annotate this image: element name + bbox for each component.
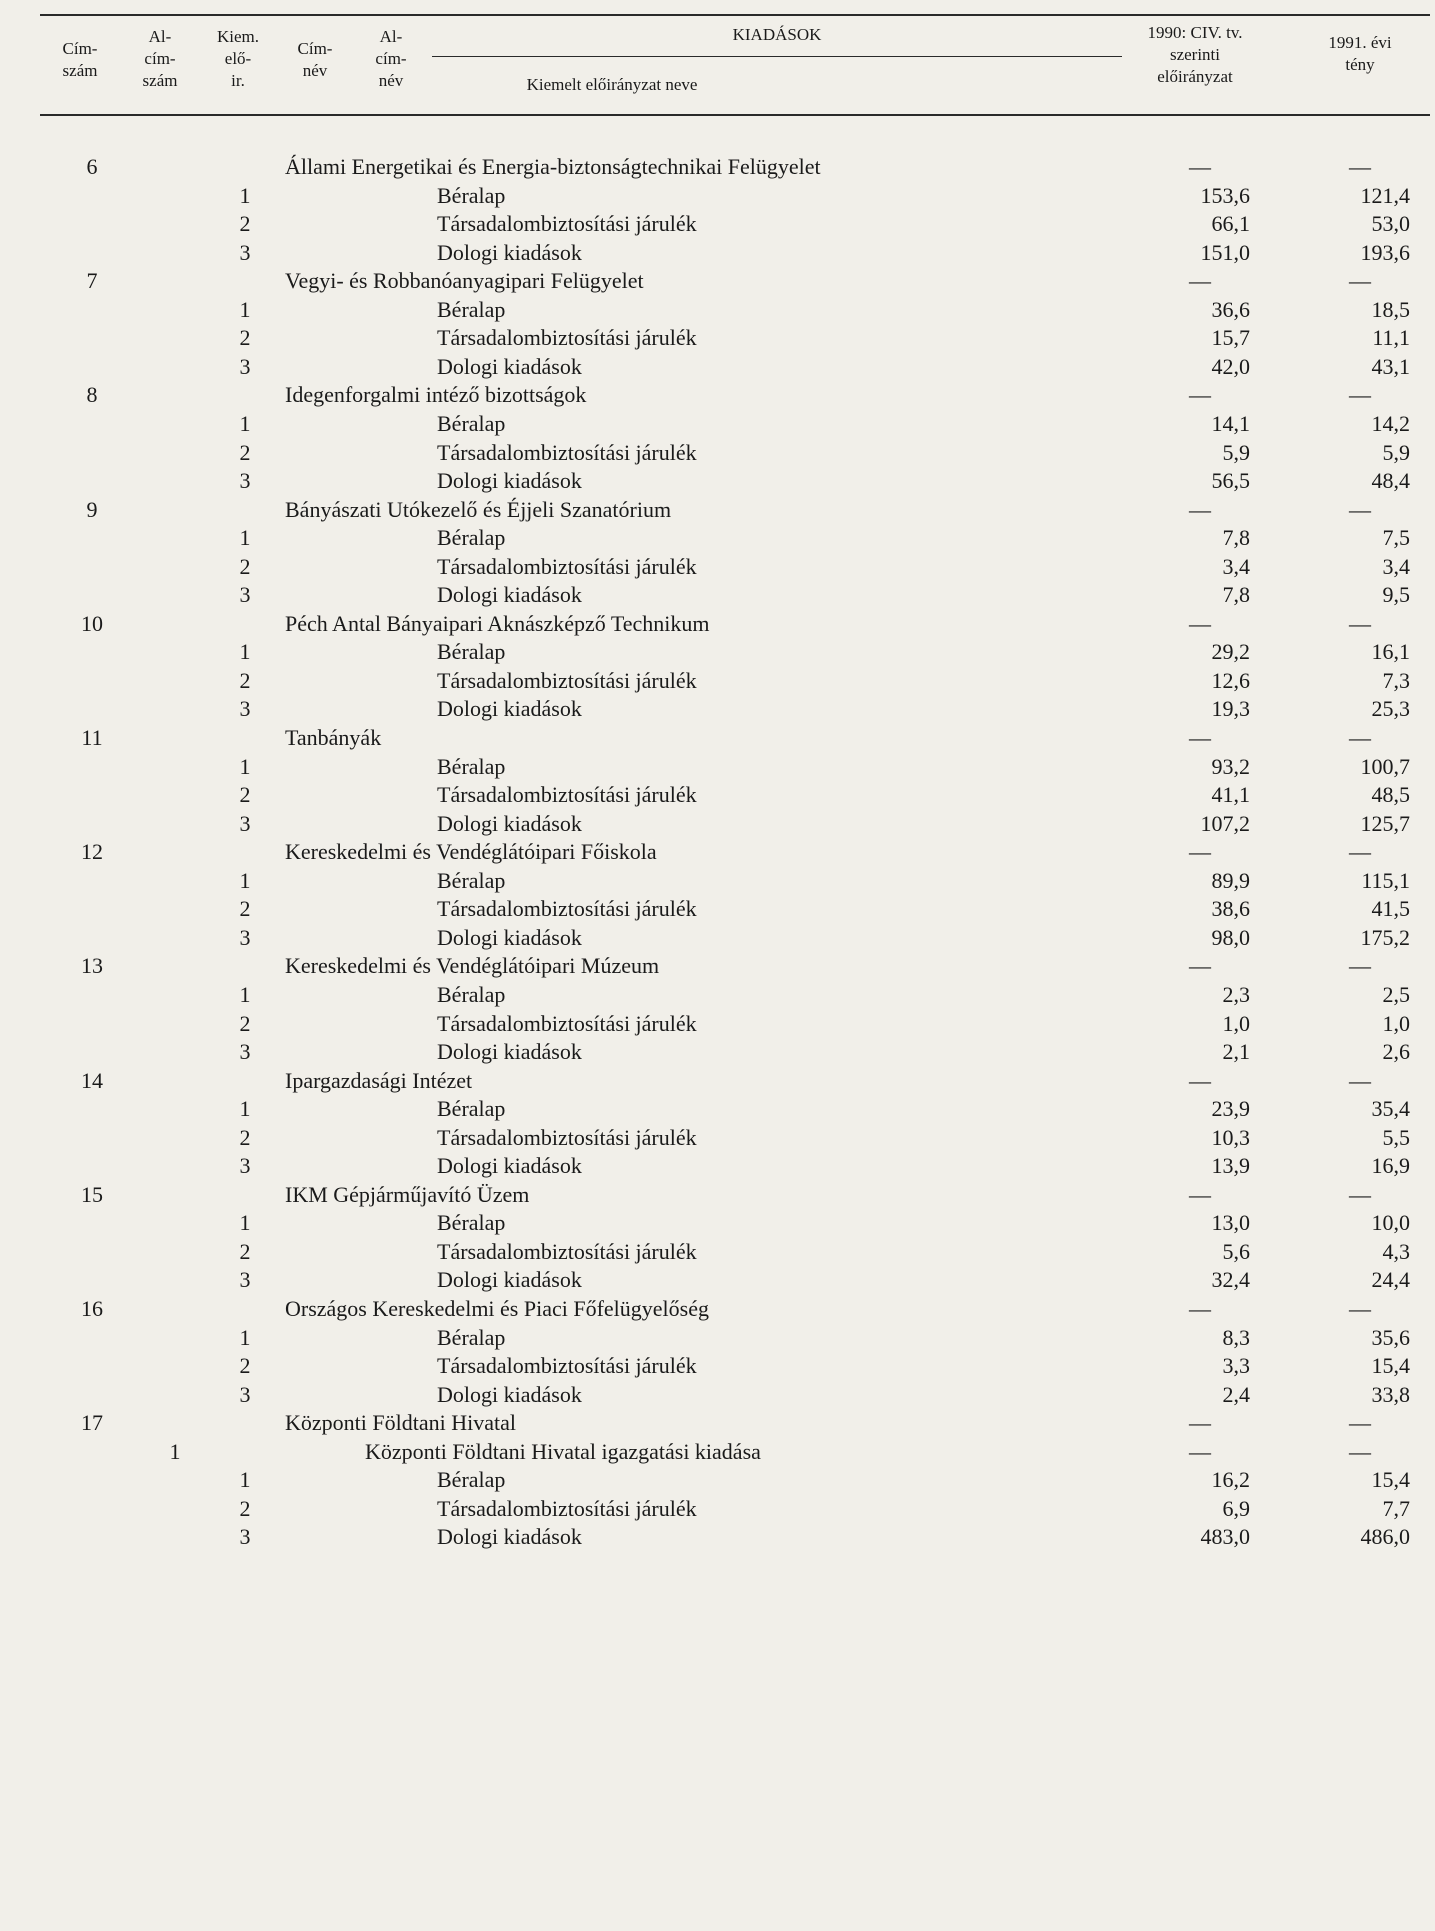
kiem-eloir-szam: 1 [239,639,251,665]
value-1991: — [1349,268,1371,294]
value-1991: 7,7 [1382,1495,1410,1521]
value-1991: — [1349,953,1371,979]
value-1991: 14,2 [1371,410,1410,436]
kiem-eloir-szam: 3 [239,1153,251,1179]
kiem-eloir-szam: 3 [239,582,251,608]
kiem-eloir-szam: 1 [239,867,251,893]
kiem-eloir-nev: Béralap [437,182,506,208]
value-1990: — [1189,1438,1211,1464]
value-1991: — [1349,496,1371,522]
value-1990: 5,9 [1222,439,1250,465]
value-1991: — [1349,1296,1371,1321]
value-1990: 151,0 [1200,239,1250,265]
value-1991: 486,0 [1360,1524,1410,1550]
cim-nev: Központi Földtani Hivatal [285,1410,516,1436]
cim-szam: 17 [81,1410,103,1436]
value-1991: — [1349,1067,1371,1093]
value-1991: 33,8 [1371,1381,1410,1407]
value-1991: 53,0 [1371,211,1410,237]
kiem-eloir-szam: 1 [239,296,251,322]
value-1990: 8,3 [1222,1324,1250,1350]
value-1990: 10,3 [1211,1124,1250,1150]
value-1991: 7,3 [1382,667,1410,693]
kiem-eloir-szam: 3 [239,239,251,265]
kiem-eloir-szam: 1 [239,981,251,1007]
value-1990: 29,2 [1211,639,1250,665]
kiem-eloir-szam: 2 [239,1495,251,1521]
value-1990: 42,0 [1211,353,1250,379]
value-1990: — [1189,610,1211,636]
value-1991: 48,5 [1371,782,1410,808]
value-1990: 32,4 [1211,1267,1250,1293]
value-1991: — [1349,382,1371,408]
cim-szam: 10 [81,610,103,636]
value-1991: 5,5 [1382,1124,1410,1150]
kiem-eloir-nev: Béralap [437,639,506,665]
kiem-eloir-szam: 2 [239,1010,251,1036]
value-1990: 16,2 [1211,1467,1250,1493]
cim-nev: Kereskedelmi és Vendéglátóipari Múzeum [285,953,660,979]
value-1990: — [1189,1410,1211,1436]
value-1990: 15,7 [1211,325,1250,351]
kiem-eloir-nev: Béralap [437,525,506,551]
value-1990: — [1189,1181,1211,1207]
kiem-eloir-szam: 2 [239,896,251,922]
cim-nev: Péch Antal Bányaipari Aknászképző Technikum [285,610,710,636]
value-1990: 38,6 [1211,896,1250,922]
cim-nev: Országos Kereskedelmi és Piaci Főfelügyelőség [285,1296,709,1321]
value-1990: — [1189,496,1211,522]
cim-szam: 13 [81,953,103,979]
kiem-eloir-nev: Béralap [437,753,506,779]
value-1991: 2,5 [1382,981,1410,1007]
kiem-eloir-nev: Dologi kiadások [437,924,582,950]
header-kiadasok: KIADÁSOK [732,25,822,44]
value-1990: 56,5 [1211,468,1250,494]
value-1990: 13,0 [1211,1210,1250,1236]
kiem-eloir-szam: 2 [239,1238,251,1264]
value-1991: 25,3 [1371,696,1410,722]
value-1991: 35,4 [1371,1096,1410,1122]
value-1990: 1,0 [1222,1010,1250,1036]
kiem-eloir-nev: Társadalombiztosítási járulék [437,325,697,351]
value-1991: — [1349,154,1371,179]
value-1991: 193,6 [1360,239,1410,265]
value-1990: 6,9 [1222,1495,1250,1521]
kiem-eloir-szam: 2 [239,1124,251,1150]
header-kiemelt-neve: Kiemelt előirányzat neve [526,75,698,94]
cim-szam: 6 [86,154,98,179]
kiem-eloir-szam: 3 [239,696,251,722]
cim-szam: 14 [81,1067,103,1093]
value-1991: 18,5 [1371,296,1410,322]
cim-nev: Vegyi- és Robbanóanyagipari Felügyelet [285,268,644,294]
value-1990: 19,3 [1211,696,1250,722]
kiem-eloir-nev: Társadalombiztosítási járulék [437,896,697,922]
kiem-eloir-szam: 3 [239,1039,251,1065]
value-1990: 483,0 [1200,1524,1250,1550]
kiem-eloir-nev: Dologi kiadások [437,1153,582,1179]
kiem-eloir-nev: Társadalombiztosítási járulék [437,667,697,693]
cim-nev: Kereskedelmi és Vendéglátóipari Főiskola [285,839,657,865]
kiem-eloir-szam: 3 [239,1267,251,1293]
value-1991: 100,7 [1360,753,1410,779]
value-1990: 2,4 [1222,1381,1250,1407]
kiem-eloir-nev: Béralap [437,1467,506,1493]
kiem-eloir-szam: 1 [239,410,251,436]
value-1991: 1,0 [1382,1010,1410,1036]
value-1991: — [1349,1181,1371,1207]
value-1990: 89,9 [1211,867,1250,893]
value-1990: — [1189,1067,1211,1093]
value-1990: 23,9 [1211,1096,1250,1122]
cim-szam: 9 [86,496,98,522]
cim-nev: Tanbányák [285,725,382,750]
cim-szam: 15 [81,1181,103,1207]
alcim-nev: Központi Földtani Hivatal igazgatási kiadása [365,1438,761,1464]
value-1991: — [1349,1410,1371,1436]
value-1990: 2,1 [1222,1039,1250,1065]
value-1990: 3,4 [1222,553,1250,579]
header-kiem-eloir: Kiem. elő- ir. [216,27,260,90]
kiem-eloir-nev: Társadalombiztosítási járulék [437,1010,697,1036]
value-1991: 43,1 [1371,353,1410,379]
kiem-eloir-szam: 1 [239,525,251,551]
value-1991: 35,6 [1371,1324,1410,1350]
value-1990: 66,1 [1211,211,1250,237]
value-1990: — [1189,268,1211,294]
kiem-eloir-szam: 2 [239,667,251,693]
kiem-eloir-szam: 3 [239,1381,251,1407]
kiem-eloir-nev: Dologi kiadások [437,810,582,836]
kiem-eloir-nev: Társadalombiztosítási járulék [437,553,697,579]
value-1990: 153,6 [1200,182,1250,208]
value-1991: 2,6 [1382,1039,1410,1065]
value-1990: 2,3 [1222,981,1250,1007]
kiem-eloir-nev: Béralap [437,1324,506,1350]
value-1991: 24,4 [1371,1267,1410,1293]
kiem-eloir-nev: Társadalombiztosítási járulék [437,211,697,237]
kiem-eloir-nev: Dologi kiadások [437,1039,582,1065]
value-1990: — [1189,953,1211,979]
kiem-eloir-nev: Dologi kiadások [437,1524,582,1550]
kiem-eloir-nev: Dologi kiadások [437,239,582,265]
value-1990: 36,6 [1211,296,1250,322]
kiem-eloir-szam: 1 [239,753,251,779]
value-1991: 41,5 [1371,896,1410,922]
value-1991: 15,4 [1371,1353,1410,1379]
value-1991: 175,2 [1360,924,1410,950]
value-1991: 16,1 [1371,639,1410,665]
value-1991: 5,9 [1382,439,1410,465]
kiem-eloir-szam: 2 [239,1353,251,1379]
value-1991: 7,5 [1382,525,1410,551]
kiem-eloir-szam: 3 [239,1524,251,1550]
cim-szam: 12 [81,839,103,865]
kiem-eloir-nev: Társadalombiztosítási járulék [437,1495,697,1521]
cim-nev: Ipargazdasági Intézet [285,1067,473,1093]
kiem-eloir-nev: Béralap [437,1096,506,1122]
value-1990: — [1189,382,1211,408]
value-1990: 93,2 [1211,753,1250,779]
cim-nev: IKM Gépjárműjavító Üzem [285,1181,530,1207]
kiem-eloir-szam: 1 [239,1210,251,1236]
cim-szam: 8 [86,382,98,408]
header-cimnev: Cím- név [297,39,333,80]
value-1991: 15,4 [1371,1467,1410,1493]
value-1990: 7,8 [1222,582,1250,608]
cim-szam: 16 [81,1296,103,1321]
value-1990: 98,0 [1211,924,1250,950]
header-1990: 1990: CIV. tv. szerinti előirányzat [1147,23,1243,86]
header-bottom-rule [40,114,1430,116]
value-1991: 125,7 [1360,810,1410,836]
kiem-eloir-szam: 1 [239,182,251,208]
kiem-eloir-szam: 3 [239,924,251,950]
kiem-eloir-szam: 2 [239,439,251,465]
kiem-eloir-nev: Béralap [437,296,506,322]
kiem-eloir-nev: Dologi kiadások [437,582,582,608]
value-1991: — [1349,610,1371,636]
kiem-eloir-szam: 2 [239,211,251,237]
kiem-eloir-szam: 1 [239,1096,251,1122]
cim-szam: 7 [86,268,98,294]
kiem-eloir-nev: Társadalombiztosítási járulék [437,1124,697,1150]
kiem-eloir-szam: 2 [239,782,251,808]
value-1991: 16,9 [1371,1153,1410,1179]
kiem-eloir-nev: Társadalombiztosítási járulék [437,1238,697,1264]
kiem-eloir-nev: Dologi kiadások [437,468,582,494]
kiem-eloir-szam: 3 [239,810,251,836]
header-top-rule [40,14,1430,16]
kiem-eloir-szam: 3 [239,353,251,379]
value-1991: 121,4 [1360,182,1410,208]
header-alcimnev: Al- cím- név [375,27,407,90]
kiem-eloir-nev: Társadalombiztosítási járulék [437,782,697,808]
value-1990: 3,3 [1222,1353,1250,1379]
kiem-eloir-nev: Béralap [437,981,506,1007]
value-1990: — [1189,154,1211,179]
value-1991: — [1349,725,1371,750]
value-1990: 5,6 [1222,1238,1250,1264]
value-1991: — [1349,1438,1371,1464]
kiem-eloir-nev: Dologi kiadások [437,696,582,722]
value-1990: 12,6 [1211,667,1250,693]
kiem-eloir-nev: Társadalombiztosítási járulék [437,1353,697,1379]
kiem-eloir-nev: Béralap [437,410,506,436]
value-1991: 10,0 [1371,1210,1410,1236]
cim-nev: Állami Energetikai és Energia-biztonságtechnikai Felügyelet [285,154,821,179]
kiem-eloir-nev: Társadalombiztosítási járulék [437,439,697,465]
kiem-eloir-szam: 2 [239,553,251,579]
kiem-eloir-szam: 3 [239,468,251,494]
value-1991: 48,4 [1371,468,1410,494]
value-1991: 11,1 [1372,325,1410,351]
value-1990: 41,1 [1211,782,1250,808]
value-1990: 13,9 [1211,1153,1250,1179]
alcim-szam: 1 [169,1438,181,1464]
value-1990: — [1189,725,1211,750]
kiem-eloir-nev: Dologi kiadások [437,353,582,379]
kiem-eloir-nev: Dologi kiadások [437,1267,582,1293]
value-1990: — [1189,839,1211,865]
kiem-eloir-nev: Dologi kiadások [437,1381,582,1407]
kiem-eloir-nev: Béralap [437,867,506,893]
value-1991: 9,5 [1382,582,1410,608]
value-1990: 14,1 [1211,410,1250,436]
header-1991: 1991. évi tény [1328,33,1392,74]
header-alcimszam: Al- cím- szám [142,27,178,90]
value-1991: 3,4 [1382,553,1410,579]
value-1991: 115,1 [1361,867,1410,893]
kiem-eloir-nev: Béralap [437,1210,506,1236]
value-1990: 7,8 [1222,525,1250,551]
value-1990: 107,2 [1200,810,1250,836]
kiem-eloir-szam: 1 [239,1324,251,1350]
kiadasok-rule [432,56,1122,57]
cim-nev: Bányászati Utókezelő és Éjjeli Szanatórium [285,496,672,522]
cim-szam: 11 [81,725,103,750]
header-cimszam: Cím- szám [62,39,98,80]
kiem-eloir-szam: 1 [239,1467,251,1493]
cim-nev: Idegenforgalmi intéző bizottságok [285,382,587,408]
value-1991: — [1349,839,1371,865]
value-1991: 4,3 [1382,1238,1410,1264]
kiem-eloir-szam: 2 [239,325,251,351]
value-1990: — [1189,1296,1211,1321]
